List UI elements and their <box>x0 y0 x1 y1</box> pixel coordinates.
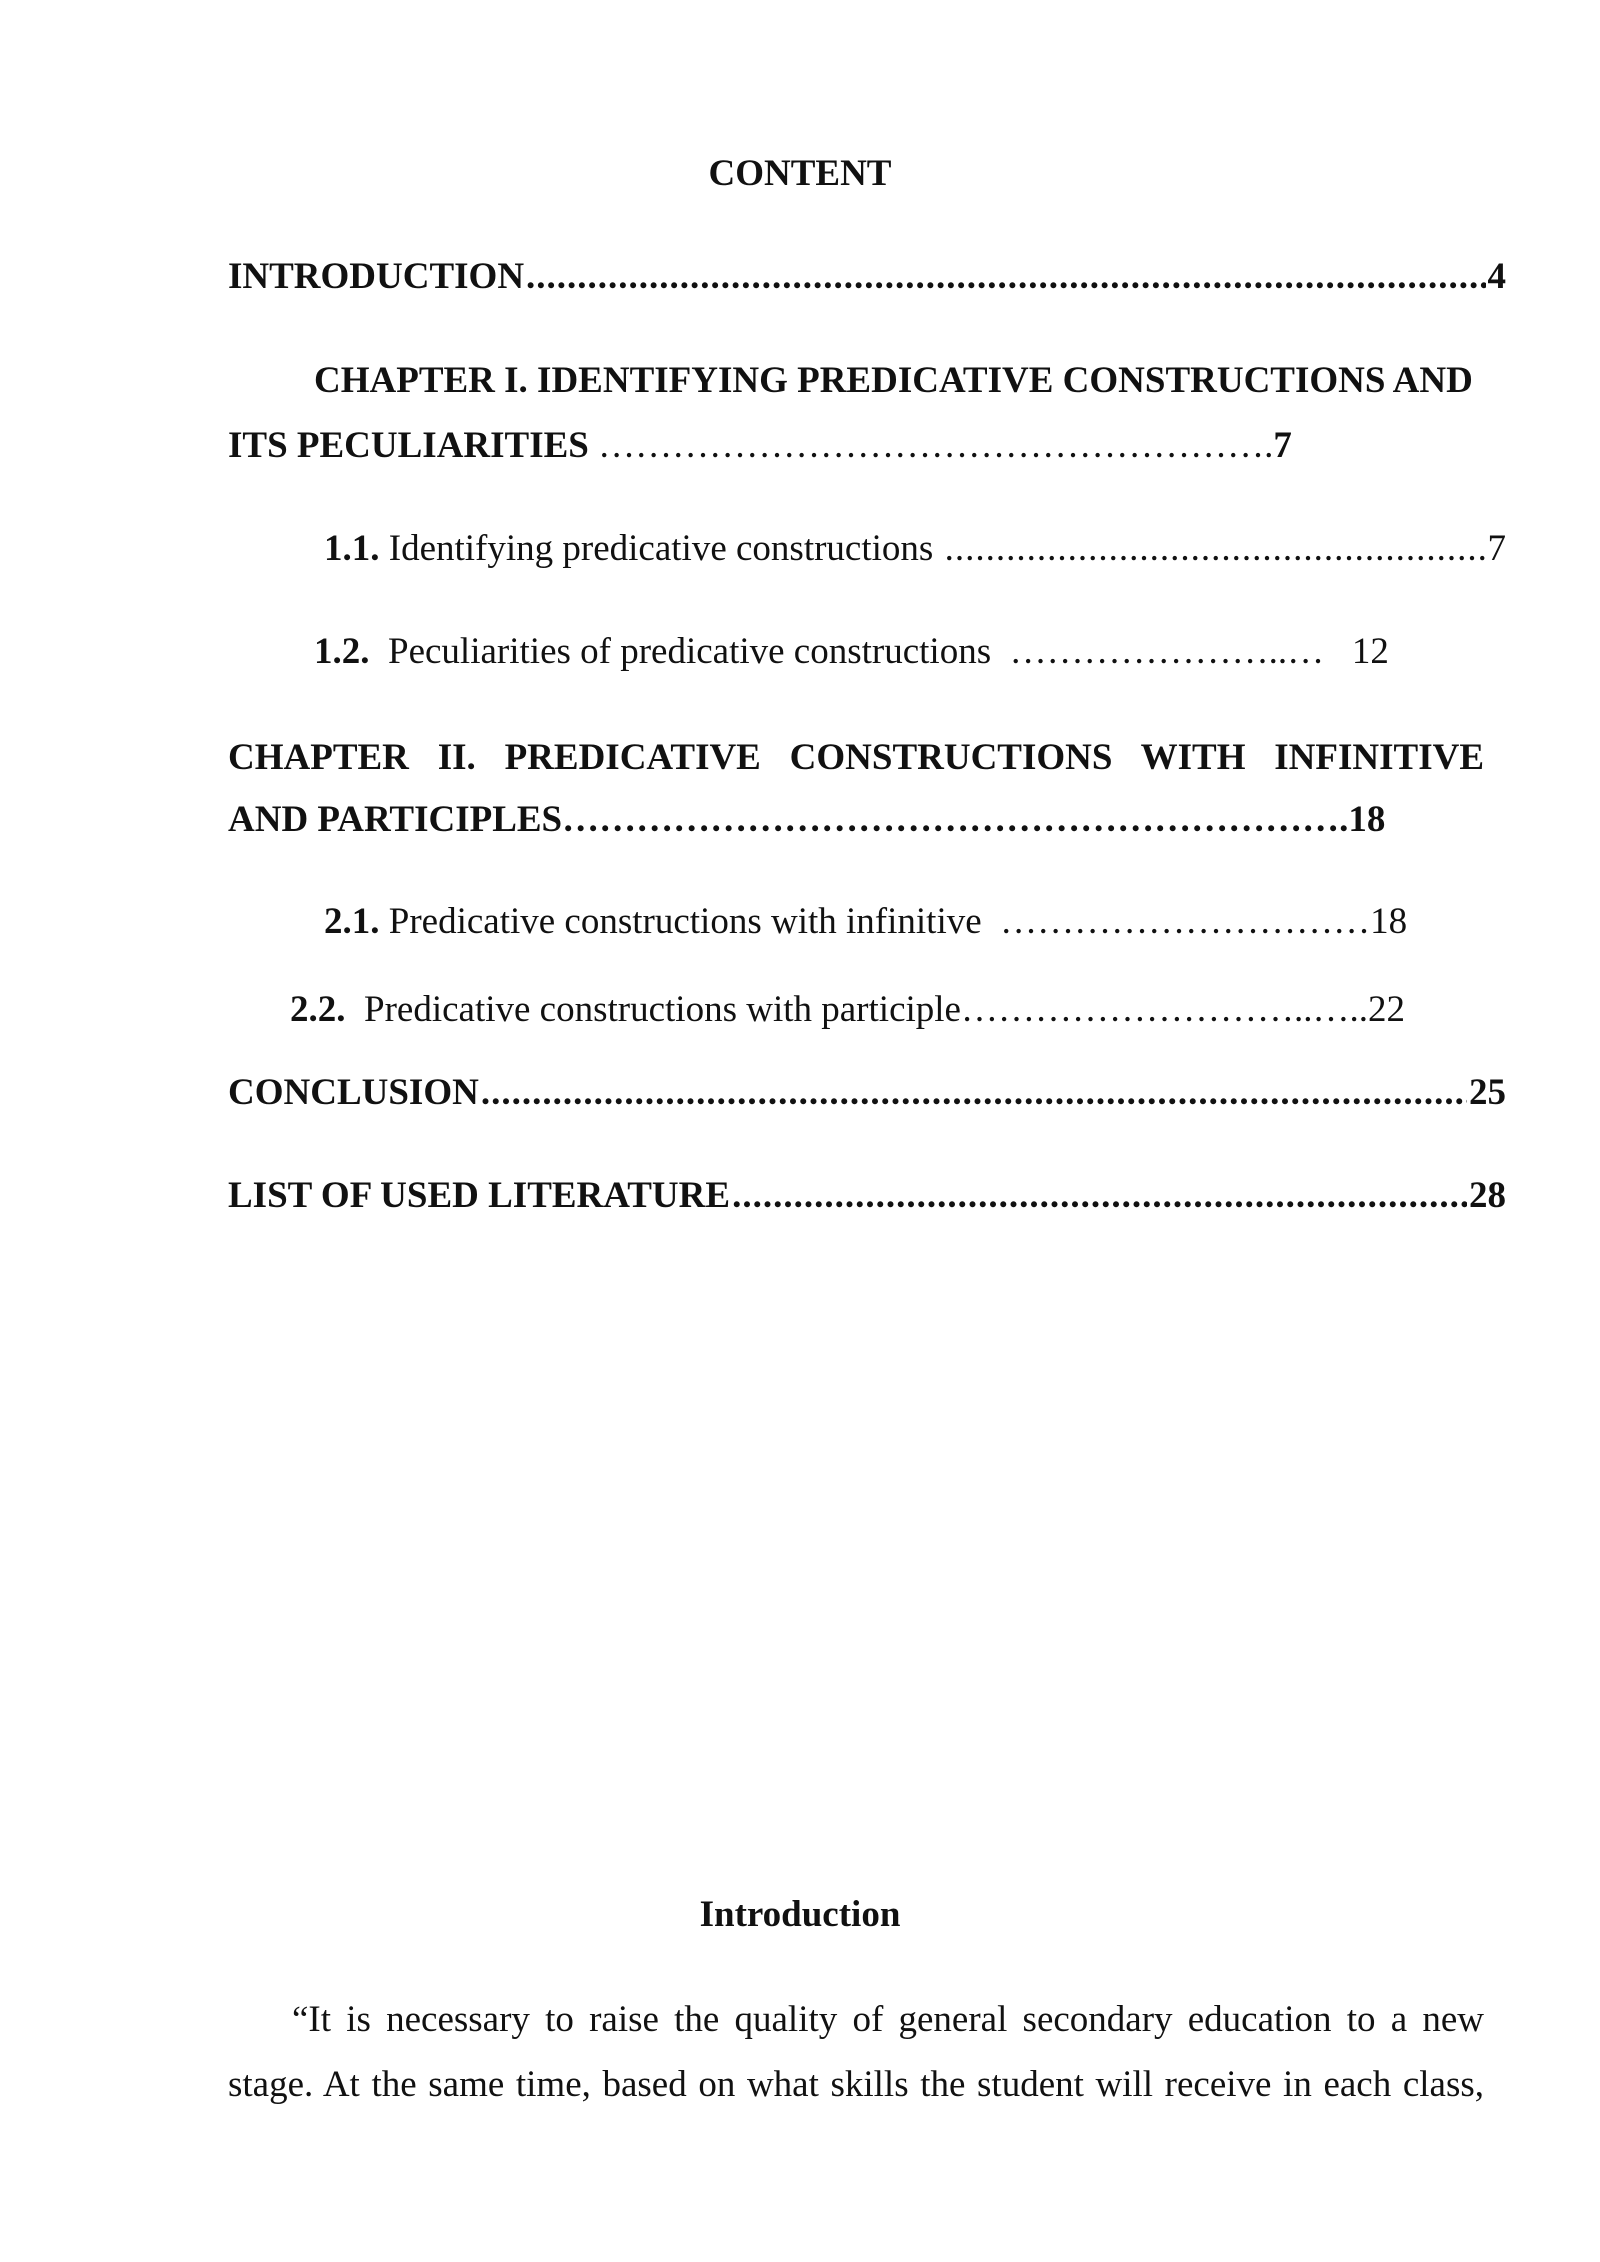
toc-page: 7 <box>1487 528 1506 569</box>
toc-page: 18 <box>1348 799 1386 840</box>
toc-page: 7 <box>1273 425 1292 466</box>
toc-label: Predicative constructions with participle <box>345 989 961 1030</box>
toc-page: 22 <box>1367 989 1405 1030</box>
toc-item-introduction[interactable] <box>228 258 1506 295</box>
toc-page: 12 <box>1324 631 1389 672</box>
toc-leader: ………………………..….. <box>960 989 1368 1030</box>
intro-paragraph-line1: “It is necessary to raise the quality of general secondary education to a new <box>292 1999 1484 2040</box>
toc-page: 4 <box>1487 256 1506 297</box>
toc-leader <box>945 530 1486 567</box>
toc-chapter1-line1[interactable]: CHAPTER I. IDENTIFYING PREDICATIVE CONSTRUCTIONS AND <box>314 360 1473 401</box>
toc-leader: …………………..… <box>1009 631 1325 672</box>
toc-chapter2-line2[interactable] <box>228 801 1385 838</box>
toc-leader: ………………………………………………………. <box>562 799 1349 840</box>
toc-leader <box>732 1177 1467 1214</box>
toc-item-2-1[interactable] <box>324 903 1407 940</box>
toc-item-conclusion[interactable] <box>228 1074 1506 1111</box>
toc-number: 1.2. <box>314 631 370 672</box>
toc-leader: ………………………… <box>1000 901 1371 942</box>
toc-leader <box>481 1074 1467 1111</box>
toc-page: 28 <box>1469 1175 1506 1216</box>
toc-leader <box>526 258 1485 295</box>
toc-number: 1.1. <box>324 528 380 569</box>
toc-page: 18 <box>1370 901 1408 942</box>
toc-label: INTRODUCTION <box>228 256 525 297</box>
toc-label: CONCLUSION <box>228 1072 479 1113</box>
introduction-heading: Introduction <box>699 1894 901 1935</box>
toc-chapter2-line1[interactable]: CHAPTER II. PREDICATIVE CONSTRUCTIONS WITH INFINITIVE <box>228 737 1484 778</box>
toc-leader: ………………………………………………. <box>588 425 1274 466</box>
toc-item-1-1[interactable] <box>324 530 1506 567</box>
toc-item-1-2[interactable] <box>314 633 1389 670</box>
toc-label: Peculiarities of predicative constructions <box>369 631 1010 672</box>
intro-paragraph-line2: stage. At the same time, based on what skills the student will receive in each class, <box>228 2064 1484 2105</box>
toc-number: 2.2. <box>290 989 346 1030</box>
toc-item-literature[interactable] <box>228 1177 1506 1214</box>
toc-label: ITS PECULIARITIES <box>228 425 589 466</box>
content-title: CONTENT <box>708 153 892 194</box>
toc-chapter1-line2[interactable] <box>228 427 1292 464</box>
toc-label: AND PARTICIPLES <box>228 799 563 840</box>
toc-page: 25 <box>1469 1072 1506 1113</box>
toc-number: 2.1. <box>324 901 380 942</box>
toc-label: Predicative constructions with infinitive <box>379 901 1001 942</box>
toc-label: Identifying predicative constructions <box>379 528 943 569</box>
toc-item-2-2[interactable] <box>290 991 1405 1028</box>
toc-label: LIST OF USED LITERATURE <box>228 1175 731 1216</box>
